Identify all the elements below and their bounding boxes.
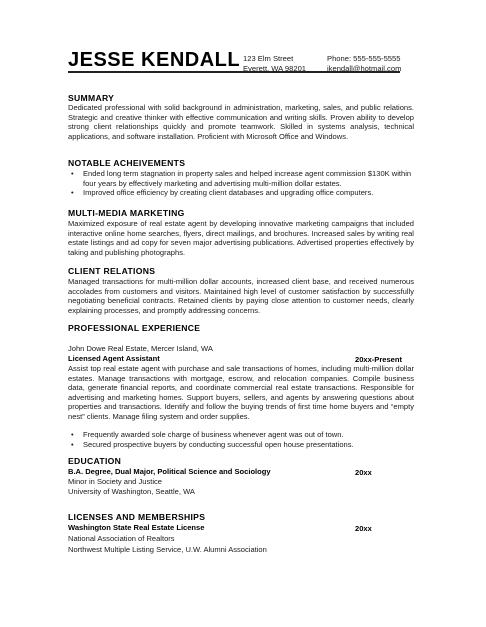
- membership-1-text: National Association of Realtors: [68, 534, 175, 543]
- address-line-2: Everett, WA 98201: [243, 63, 307, 73]
- degree-text: B.A. Degree, Dual Major, Political Science and Sociology: [68, 467, 271, 476]
- address-block: [243, 54, 306, 73]
- membership-2-text: Northwest Multiple Listing Service, U.W. Alumni Association: [68, 545, 267, 554]
- multimedia-text: Maximized exposure of real estate agent by developing innovative marketing campaigns that included interactive online home searches, flyers, direct mailings, and brochures. Increased sales by writing real estate listings and ad copy for seven major advertising publications. Advertised properties effectively by taking and publishing photographs.: [68, 219, 414, 257]
- list-item: [71, 169, 413, 188]
- bullet-icon: •: [71, 169, 74, 178]
- job-title: Licensed Agent Assistant: [68, 354, 160, 363]
- school-text: University of Washington, Seattle, WA: [68, 487, 195, 496]
- education-heading: EDUCATION: [68, 456, 122, 466]
- address-line-1: 123 Elm Street: [243, 54, 294, 63]
- bullet-icon: •: [71, 188, 74, 198]
- license-text: Washington State Real Estate License: [68, 523, 205, 532]
- list-item: [71, 440, 413, 450]
- experience-bullet-text: Frequently awarded sole charge of business whenever agent was out of town.: [83, 430, 344, 439]
- summary-heading: SUMMARY: [68, 93, 115, 103]
- licenses-heading: LICENSES AND MEMBERSHIPS: [68, 512, 206, 522]
- phone-text: Phone: 555-555-5555: [327, 54, 401, 63]
- client-relations-heading: CLIENT RELATIONS: [68, 266, 156, 276]
- bullet-icon: •: [71, 439, 74, 449]
- achievements-list: [71, 169, 413, 198]
- contact-block: [327, 54, 401, 73]
- bullet-icon: •: [71, 430, 74, 439]
- experience-bullet-text: Secured prospective buyers by conducting successful open house presentations.: [83, 439, 354, 449]
- list-item: [71, 188, 413, 198]
- multimedia-heading: MULTI-MEDIA MARKETING: [68, 208, 185, 218]
- client-relations-text: Managed transactions for multi-million dollar accounts, increased client base, and received numerous accolades from customers and visitors. Maintained high level of customer satisfaction by successfully negotiating beneficial contracts. Retained clients by paying close attention to customer needs, clearly explaining processes, and promptly addressing concerns.: [68, 277, 414, 315]
- list-item: [71, 430, 413, 440]
- job-dates: 20xx-Present: [355, 355, 402, 364]
- resume-name: JESSE KENDALL: [68, 49, 241, 71]
- achievements-heading: NOTABLE ACHEIVEMENTS: [68, 158, 186, 168]
- minor-text: Minor in Society and Justice: [68, 477, 162, 486]
- experience-heading: PROFESSIONAL EXPERIENCE: [68, 323, 201, 333]
- degree-year: 20xx: [355, 468, 372, 477]
- achievement-text: Improved office efficiency by creating client databases and upgrading office computers.: [83, 188, 374, 198]
- employer-text: John Dowe Real Estate, Mercer Island, WA: [68, 344, 213, 353]
- email-text: jkendall@hotmail.com: [327, 63, 402, 73]
- license-year: 20xx: [355, 524, 372, 533]
- experience-list: [71, 430, 413, 449]
- achievement-text: Ended long term stagnation in property sales and helped increase agent commission $130K within four years by effectively marketing and advertising multi-million dollar estates.: [83, 169, 412, 188]
- summary-text: Dedicated professional with solid background in administration, marketing, sales, and public relations. Strategic and creative thinker with effective communication and writing skills. Proven ability to develop strong client relationships quickly and promote teamwork. Skilled in systems analysis, technical applications, and software installation. Proficient with Microsoft Office and Windows.: [68, 103, 414, 141]
- experience-text: Assist top real estate agent with purchase and sale transactions of homes, including multi-million dollar estates. Manage transactions with mortgage, escrow, and relocation companies. Compile business data, generate financial reports, and coordinate commercial real estate transactions. Responsible for advertising and marketing homes. Support buyers, sellers, and agents by answering questions about properties and transactions. Identify and follow the buying trends of first time home buyers and “empty nest” clients. Manage filing system and order supplies.: [68, 364, 414, 421]
